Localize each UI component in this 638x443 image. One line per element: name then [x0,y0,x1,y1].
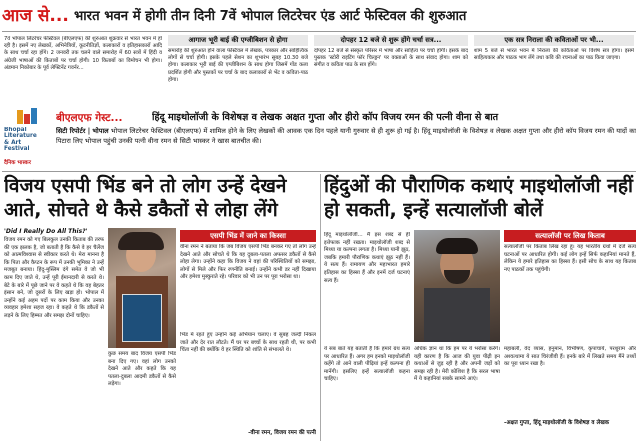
top-col3: दोपहर 12 बजे से संस्कृत परिसर में भाषा और साहित्य पर चर्चा होगी। इसके बाद पुस्तक 'स्टोरी राइटिंग फॉर चिल्ड्रन' पर वक्ताओं के साथ संवाद होगा। शाम को संगीत व कविता पाठ के सत्र होंगे। [314,48,468,69]
box-head: एसपी भिंड में जाने का किस्सा [180,230,316,242]
col4-head-strip [474,35,634,46]
right-body-d: महाबली, वेद व्यास, हनुमान, विभीषण, कृपाचार्य, परशुराम और अश्वत्थामा ये सात चिरंजीवी हैं। इनके बारे में लिखते समय मैंने तथ्यों का पूरा ध्यान रखा है। [504,346,636,368]
right-body-c: अधिक ज्ञान था कि हम पर ये भरोसा करेंगे। यही कारण है कि आज की युवा पीढ़ी इन कथाओं से जुड़ रही है और अपनी जड़ों को समझ रही है। मेरी कोशिश है कि सरल भाषा में ये कहानियां सबके सामने आएं। [414,346,500,383]
banner-label: बीएलएफ गेस्ट... [56,112,123,124]
report-place: भोपाल [92,127,109,135]
photo-akshat-gupta [414,230,500,342]
col3-head-strip [314,35,468,46]
top-headline-bar [2,2,636,32]
report-text: भोपाल लिटरेचर फेस्टिवल (बीएलएफ) में शामिल होने के लिए लेखकों की आवक एक दिन पहले यानी गुरुवार से ही शुरू हो गई है। हिंदू माइथोलॉजी के विशेषज्ञ व लेखक अक्षत गुप्ता और हीरो कॉप विजय रमन की यादों का पिटारा लिए भोपाल पहुंची उनकी पत्नी वीना रमन से सिटी भास्कर ने खास बातचीत की। [56,127,636,145]
photo-veena-raman [108,228,176,348]
lead-word: आज से... [2,6,69,26]
left-headline: विजय एसपी भिंड बने तो लोग उन्हें देखने आते, सोचते थे कैसे डकैतों से लोहा लेंगे [4,175,287,221]
col4-head: एक सत्र निराला की कविताओं पर भी... [504,36,604,44]
logo-partner: दैनिक भास्कर [4,160,31,166]
book-caption: 'Did I Really Do All This?' [4,228,88,235]
divider [2,31,636,32]
quote-text: कुछ समय बाद विजय एसपी भिंड बना दिए गए। वहां लोग उनको देखने आते और कहते कि यह पतला-दुबला आदमी डकैतों से कैसे लड़ेगा। [108,351,176,388]
logo-line4: Festival [4,146,30,153]
report-byline: सिटी रिपोर्टर [56,127,86,135]
col2-head-strip [168,35,308,46]
left-signoff: -वीना रमन, विजय रमन की पत्नी [248,430,316,436]
logo-line1: Bhopal [4,127,27,133]
right-signoff: -अक्षत गुप्ता, हिंदू माइथोलॉजी के विशेषज्ञ व लेखक [504,420,610,426]
box-text: सत्यालॉजी पर किताब लिख रहा हूं। यह भारतीय ग्रंथों में दर्ज सत्य घटनाओं पर आधारित होगी। कई लोग इन्हें सिर्फ कहानियां मानते हैं, लेकिन ये हमारे इतिहास का हिस्सा हैं। इसी सोच के साथ यह किताब नए पाठकों तक पहुंचेगी। [504,244,636,273]
right-col-3 [504,346,636,441]
top-col1: 7वें भोपाल लिटरेचर फेस्टिवल (बीएलएफ) की शुरुआत शुक्रवार से भारत भवन में हो रही है। इसमें नए लेखकों, अभिनेत्रियों, कूटनीतिज्ञों, कलाकारों व इतिहासकारों आदि के साथ चर्चा रहा होंगे। 2 जनवरी तक चलने वाले समारोह में 60 सत्रों में हिंदी व अंग्रेजी भाषाओं की किताबों पर चर्चा होगी। 10 किताबों का विमोचन भी होगा। अंडमान निकोबार के पूर्व लेफ्टिनेंट गवर्नर... [4,36,162,71]
col3-head: दोपहर 12 बजे से शुरू होंगे चर्चा सत्र... [340,36,442,44]
left-body: विजय रमन को गए बिलकुल उनकी किताब की तरफ की एक झलक है, जो बताती है कि कैसे वे हर चैलेंज को आत्मविश्वास से स्वीकार करते थे। मेरा मानना है कि पिता और कैप्टन के रूप में उनकी भूमिका ने उन्हें मजबूत बनाया। हिंदू-मुस्लिम दंगे समेत वे जो भी काम दिए जाते थे, उन्हें पूरी ईमानदारी से करते थे। बेटे के बारे में पूछे जाने पर वे कहते थे कि वह बेहतर इंसान बने, जो दूसरों के लिए खड़ा हो। भोपाल में उन्होंने कई अहम पदों पर काम किया और उनका व्यवहार हमेशा सहज रहा। वे कहते थे कि डकैतों से लड़ने के लिए हिम्मत और समझ दोनों चाहिए। [4,237,104,319]
box-text: वीना रमन ने बताया कि जब विजय एसपी भिंड बनकर गए तो लोग उन्हें देखने आते और सोचते थे कि यह दुबला-पतला अफसर डकैतों से कैसे लोहा लेगा। उन्होंने कहा कि विजय ने वहां की परिस्थितियों को समझा, लोगों से मिले और फिर रणनीति बनाई। उन्होंने कभी डर नहीं दिखाया और हमेशा मुस्कुराते रहे। परिवार को भी उन पर पूरा भरोसा था। [180,244,316,281]
col2-head: आगाज भूरी बाई की एग्जीबिशन से होगा [188,36,288,44]
report-intro: सिटी रिपोर्टर | भोपाल भोपाल लिटरेचर फेस्टिवल (बीएलएफ) में शामिल होने के लिए लेखकों की आवक एक दिन पहले यानी गुरुवार से ही शुरू हो गई है। हिंदू माइथोलॉजी के विशेषज्ञ व लेखक अक्षत गुप्ता और हीरो कॉप विजय रमन की यादों का पिटारा लिए भोपाल पहुंची उनकी पत्नी वीना रमन से सिटी भास्कर ने खास बातचीत की। [56,127,636,145]
banner-text: हिंदू माइथोलॉजी के विशेषज्ञ व लेखक अक्षत गुप्ता और हीरो कॉप विजय रमन की पत्नी वीना से बात [152,112,499,123]
box-text-2: भिंड में रहते हुए उन्होंने कई अभियान चलाए। वे सुबह जल्दी निकल जाते और देर रात लौटते। मैं घर पर बच्चों के साथ रहती थी, पर कभी चिंता नहीं की क्योंकि वे हर स्थिति को शांति से संभालते थे। [180,332,316,354]
right-body-b: ये सब बातें यह बताती हैं कि हमारे ग्रंथ सत्य पर आधारित हैं। अगर हम इनको माइथोलॉजी कहेंगे तो आने वाली पीढ़ियां इन्हें कल्पना ही मानेंगी। इसलिए इन्हें सत्यालॉजी कहना चाहिए। [324,346,410,383]
book-cover-icon [122,294,162,342]
divider [2,171,636,172]
box-head: सत्यालॉजी पर लिख किताब [504,230,636,242]
sp-bhind-box [180,230,316,441]
top-headline: भारत भवन में होगी तीन दिनी 7वें भोपाल लिटरेचर एंड आर्ट फेस्टिवल की शुरुआत [74,9,467,24]
logo-line3: & Art [4,139,22,146]
logo-line2: Literature [4,133,37,140]
logo-mark-icon [16,108,38,126]
satyalogy-box [504,230,636,340]
guest-banner [56,110,636,126]
left-body-col [4,228,104,441]
blf-logo [4,108,52,170]
divider [320,174,321,441]
top-col4: शाम 5 बजे से भारत भवन में निराला की कविताओं पर विशेष सत्र होगा। इसमें साहित्यकार और पाठक भाग लेंगे तथा कवि की रचनाओं का पाठ किया जाएगा। [474,48,634,62]
right-body-a: हिंदू माइथोलॉजी... मैं इस शब्द से ही इत्तेफाक नहीं रखता। माइथोलॉजी शब्द से मिथ्या या कल्पना लगता है। मिथ्या यानी झूठ, जबकि हमारी पौराणिक कथाएं झूठ नहीं हैं। ये सत्य हैं। रामायण और महाभारत हमारे इतिहास का हिस्सा हैं और इनमें दर्ज घटनाएं सत्य हैं। [324,232,410,284]
top-col2: समारोह की शुरुआत होने वाला फेस्टिवल में लेखक, पत्रकार और साहित्यिक लोगों से चर्चा होगी। इसके पहले सेशन का शुभारंभ सुबह 10.30 बजे होगा। कलाकार भूरी बाई की एग्जीबिशन के साथ होगा जिसमें गोंड कला प्रदर्शित होगी और पुस्तकों पर चर्चा के बाद कलाकारों से भेंट व कविता-पाठ होगा। [168,48,308,83]
right-headline: हिंदुओं की पौराणिक कथाएं माइथोलॉजी नहीं हो सकती, इन्हें सत्यालॉजी बोलें [324,174,633,221]
